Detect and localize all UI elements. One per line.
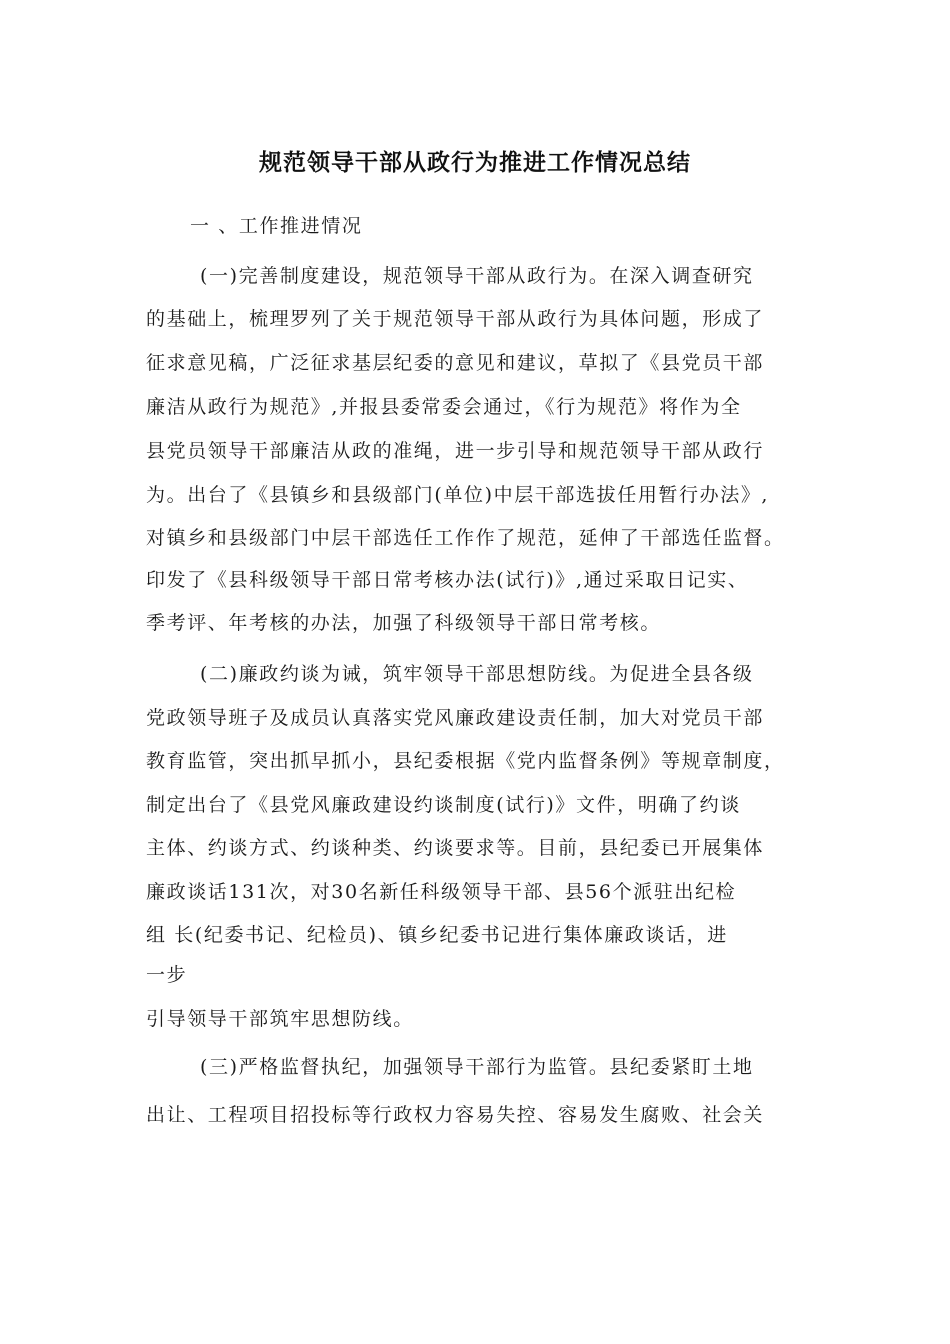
paragraph-line: 廉政谈话131次，对30名新任科级领导干部、县56个派驻出纪检 <box>146 881 737 903</box>
paragraph-line: 印发了《县科级领导干部日常考核办法(试行)》,通过采取日记实、 <box>146 569 749 591</box>
paragraph-line: (三)严格监督执纪，加强领导干部行为监管。县纪委紧盯土地 <box>200 1056 754 1078</box>
paragraph-line: 县党员领导干部廉洁从政的准绳，进一步引导和规范领导干部从政行 <box>146 440 765 462</box>
paragraph-line: (二)廉政约谈为诫，筑牢领导干部思想防线。为促进全县各级 <box>200 663 754 685</box>
paragraph-line: 出让、工程项目招投标等行政权力容易失控、容易发生腐败、社会关 <box>146 1104 765 1126</box>
paragraph-line: 一步 <box>146 964 188 986</box>
paragraph-line: 制定出台了《县党风廉政建设约谈制度(试行)》文件，明确了约谈 <box>146 794 741 816</box>
paragraph-line: 党政领导班子及成员认真落实党风廉政建设责任制，加大对党员干部 <box>146 707 765 729</box>
section-heading: 一 、工作推进情况 <box>190 215 363 237</box>
paragraph-line: 教育监管，突出抓早抓小，县纪委根据《党内监督条例》等规章制度， <box>146 750 785 772</box>
paragraph-line: 引导领导干部筑牢思想防线。 <box>146 1008 414 1030</box>
paragraph-line: 季考评、年考核的办法，加强了科级领导干部日常考核。 <box>146 612 662 634</box>
paragraph-line: 主体、约谈方式、约谈种类、约谈要求等。目前，县纪委已开展集体 <box>146 837 765 859</box>
paragraph-line: 对镇乡和县级部门中层干部选任工作作了规范，延伸了干部选任监督。 <box>146 527 785 549</box>
paragraph-line: 廉洁从政行为规范》,并报县委常委会通过，《行为规范》将作为全 <box>146 396 742 418</box>
paragraph-line: 组 长(纪委书记、纪检员)、镇乡纪委书记进行集体廉政谈话，进 <box>146 924 728 946</box>
document-title: 规范领导干部从政行为推进工作情况总结 <box>259 150 691 176</box>
paragraph-line: (一)完善制度建设，规范领导干部从政行为。在深入调查研究 <box>200 265 754 287</box>
paragraph-line: 的基础上，梳理罗列了关于规范领导干部从政行为具体问题，形成了 <box>146 308 765 330</box>
paragraph-line: 为。出台了《县镇乡和县级部门(单位)中层干部选拔任用暂行办法》, <box>146 484 770 506</box>
paragraph-line: 征求意见稿，广泛征求基层纪委的意见和建议，草拟了《县党员干部 <box>146 352 765 374</box>
